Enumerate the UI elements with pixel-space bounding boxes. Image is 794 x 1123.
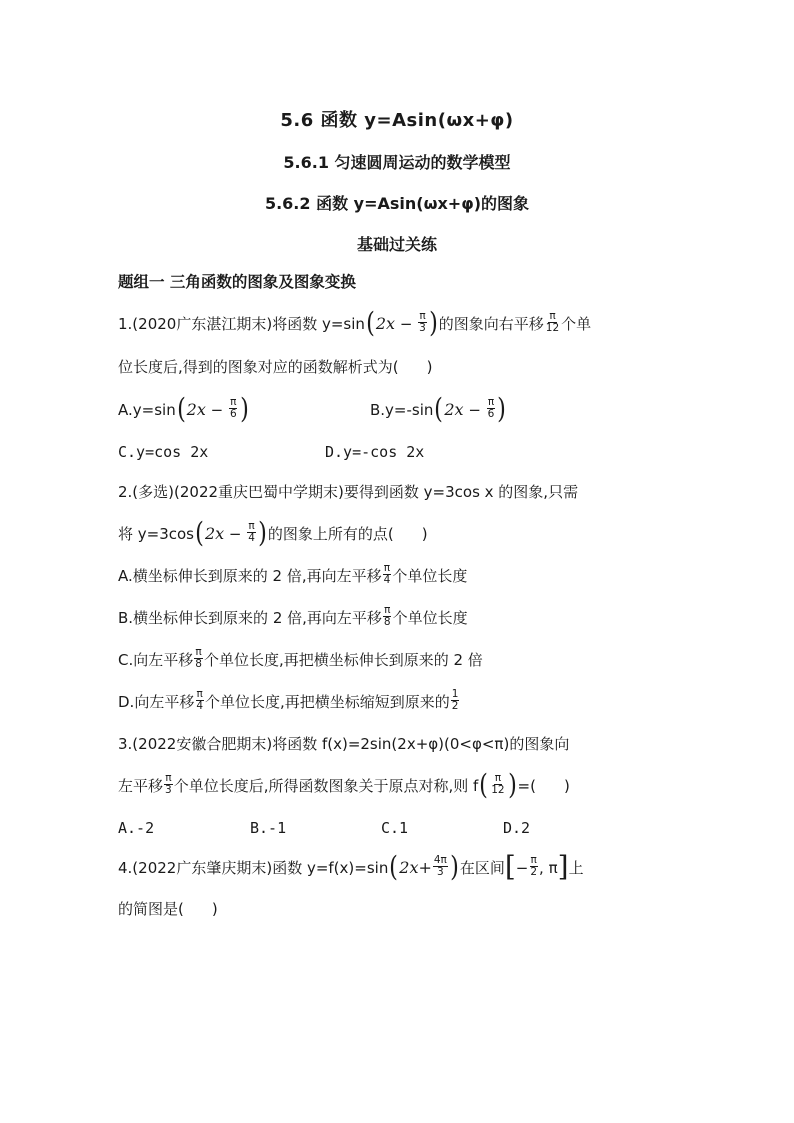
q2-option-c: C.向左平移 $\frac{\pi}{8}$ 个单位长度,再把横坐标伸长到原来的 2 倍: [118, 646, 483, 670]
q2-option-d: D.向左平移 $\frac{\pi}{4}$ 个单位长度,再把横坐标缩短到原来的 $\frac{1}{2}$: [118, 688, 459, 712]
q3-option-d: D.2: [503, 819, 531, 837]
q1-option-a: A.y=sin(2x − $\frac{\pi}{6}$ ): [118, 391, 249, 425]
q3-option-a: A.-2: [118, 819, 155, 837]
q3-option-c: C.1: [381, 819, 409, 837]
question-1-line-2: 位长度后,得到的图象对应的函数解析式为( ): [118, 358, 433, 376]
level-title: 基础过关练: [356, 235, 437, 254]
q1-option-d: D.y=-cos 2x: [325, 443, 425, 461]
subsection-title-1: 5.6.1 匀速圆周运动的数学模型: [283, 153, 511, 172]
question-2-line-1: 2.(多选)(2022重庆巴蜀中学期末)要得到函数 y=3cos x 的图象,只需: [118, 483, 579, 501]
question-1-line-1: 1.(2020广东湛江期末)将函数 y=sin(2x − $\frac{\pi}{3}$ )的图象向右平移 $\frac{\pi}{12}$ 个单: [118, 305, 592, 339]
section-title: 5.6 函数 y=Asin(ωx+φ): [280, 110, 514, 131]
q2-option-a: A.横坐标伸长到原来的 2 倍,再向左平移 $\frac{\pi}{4}$ 个单位长度: [118, 562, 468, 586]
question-2-line-2: 将 y=3cos(2x − $\frac{\pi}{4}$ )的图象上所有的点( ): [118, 515, 428, 549]
question-4-line-2: 的简图是( ): [118, 900, 218, 918]
question-3-line-1: 3.(2022安徽合肥期末)将函数 f(x)=2sin(2x+φ)(0<φ<π)的图象向: [118, 735, 570, 753]
q2-option-b: B.横坐标伸长到原来的 2 倍,再向左平移 $\frac{\pi}{8}$ 个单位长度: [118, 604, 468, 628]
question-3-line-2: 左平移 $\frac{\pi}{3}$ 个单位长度后,所得函数图象关于原点对称,则 f( $\frac{\pi}{12}$ )=( ): [118, 767, 570, 801]
question-4-line-1: 4.(2022广东肇庆期末)函数 y=f(x)=sin(2x+ $\frac{4\pi}{3}$ )在区间[− $\frac{\pi}{2}$ , π]上: [118, 849, 584, 883]
q1-option-c: C.y=cos 2x: [118, 443, 209, 461]
q1-option-b: B.y=-sin(2x − $\frac{\pi}{6}$ ): [370, 391, 507, 425]
subsection-title-2: 5.6.2 函数 y=Asin(ωx+φ)的图象: [264, 194, 530, 213]
q3-option-b: B.-1: [250, 819, 287, 837]
group-heading: 题组一 三角函数的图象及图象变换: [118, 273, 356, 291]
